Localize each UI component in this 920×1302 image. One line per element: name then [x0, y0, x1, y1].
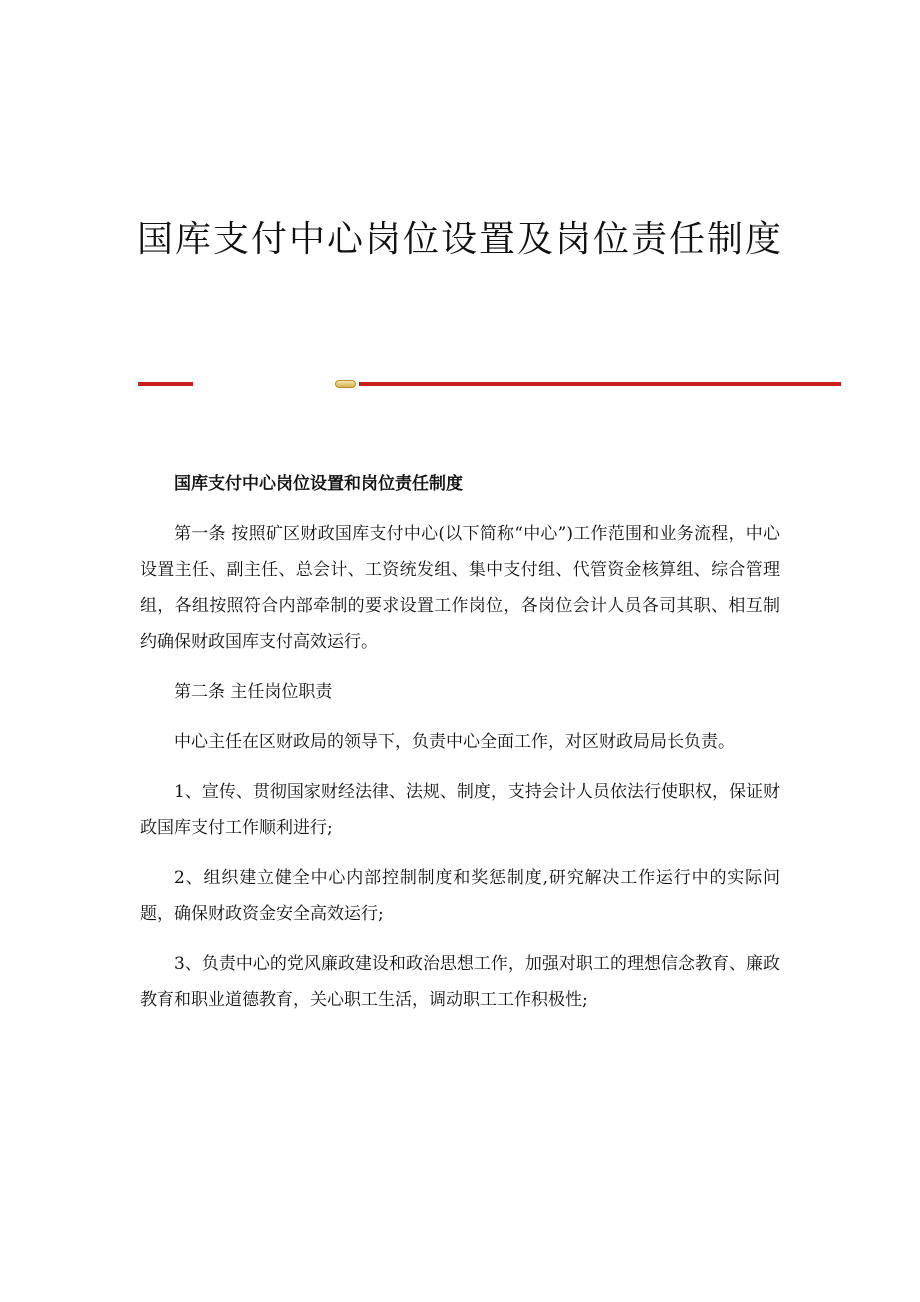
- paragraph-duty-1: 1、宣传、贯彻国家财经法律、法规、制度，支持会计人员依法行使职权，保证财政国库支付工作顺利进行;: [140, 782, 780, 838]
- divider-line-right: [359, 382, 841, 386]
- title-divider: [138, 380, 841, 390]
- paragraph-duty-2: 2、组织建立健全中心内部控制制度和奖惩制度,研究解决工作运行中的实际问题，确保财政资金安全高效运行;: [140, 868, 780, 924]
- divider-ornament-icon: [335, 380, 356, 388]
- paragraph-director-intro: 中心主任在区财政局的领导下，负责中心全面工作，对区财政局局长负责。: [174, 732, 735, 752]
- paragraph-article-2-heading: 第二条 主任岗位职责: [174, 682, 333, 702]
- paragraph-duty-3: 3、负责中心的党风廉政建设和政治思想工作，加强对职工的理想信念教育、廉政教育和职业道德教育，关心职工生活，调动职工工作积极性;: [140, 954, 780, 1010]
- section-subtitle: 国库支付中心岗位设置和岗位责任制度: [174, 474, 463, 494]
- divider-line-left: [138, 382, 193, 386]
- document-body: [140, 466, 780, 1032]
- paragraph-article-1: 第一条 按照矿区财政国库支付中心(以下简称“中心”)工作范围和业务流程，中心设置主任、副主任、总会计、工资统发组、集中支付组、代管资金核算组、综合管理组，各组按照符合内部牵制的要求设置工作岗位，各岗位会计人员各司其职、相互制约确保财政国库支付高效运行。: [140, 524, 780, 652]
- page-title: 国库支付中心岗位设置及岗位责任制度: [136, 219, 783, 260]
